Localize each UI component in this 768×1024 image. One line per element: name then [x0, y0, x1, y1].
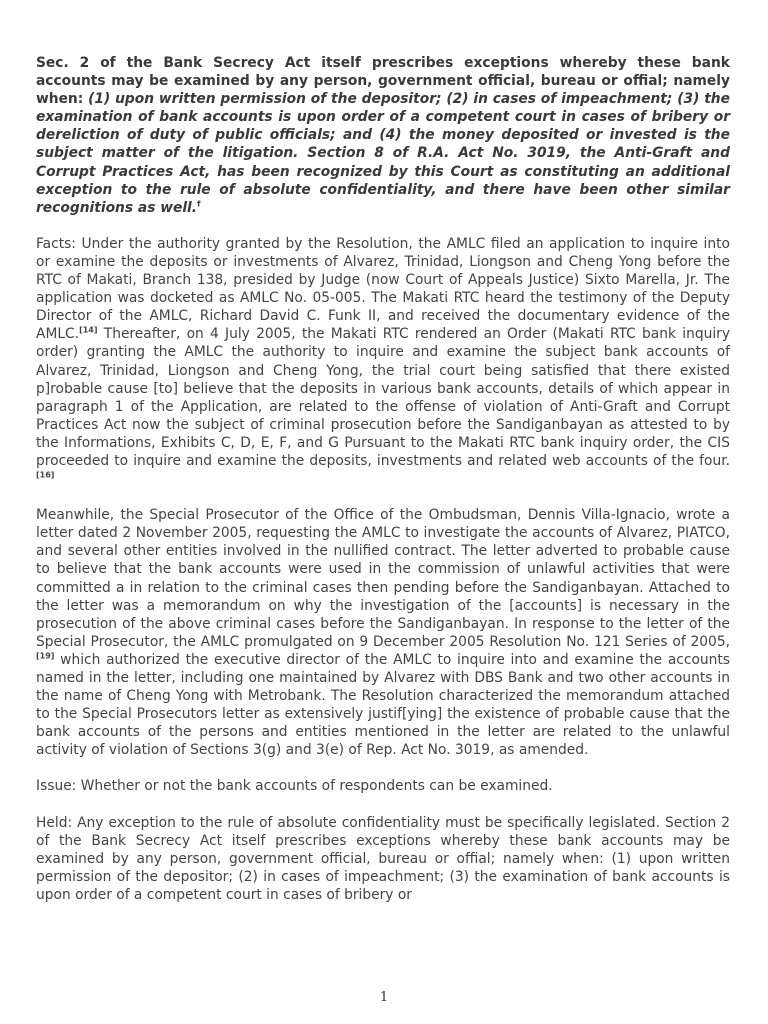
document-page [36, 54, 730, 922]
lead-paragraph [36, 54, 730, 217]
lead-text-intro: Sec. 2 of the Bank Secrecy Act itself prescribes exceptions whereby these bank accounts may be examined by any person, government official, bureau or offial; namely when: [36, 55, 730, 108]
lead-footnote-marker: f [197, 199, 201, 209]
lead-text-exceptions: (1) upon written permission of the depositor; (2) in cases of impeachment; (3) the examination of bank accounts is upon order of a competent court in cases of bribery or dereliction of duty of public officials; and (4) the money deposited or invested is the subject matter of the litigation. Section 8 of R.A. Act No. 3019, the Anti-Graft and Corrupt Practices Act, has been recognized by this Court as constituting an additional exception to the rule of absolute confidentiality, and there have been other similar recognitions as well. [36, 91, 730, 216]
facts-paragraph [36, 235, 730, 488]
footnote-ref-14[interactable]: [14] [79, 325, 98, 335]
facts-text-1: Facts: Under the authority granted by the Resolution, the AMLC filed an application to inquire into or examine the deposits or investments of Alvarez, Trinidad, Liongson and Cheng Yong before the RTC of Makati, Branch 138, presided by Judge (now Court of Appeals Justice) Sixto Marella, Jr. The application was docketed as AMLC No. 05-005. The Makati RTC heard the testimony of the Deputy Director of the AMLC, Richard David C. Funk II, and received the documentary evidence of the AMLC. [36, 235, 730, 343]
footnote-ref-16[interactable]: [16] [36, 470, 55, 480]
meanwhile-text-1: Meanwhile, the Special Prosecutor of the Office of the Ombudsman, Dennis Villa-Ignacio, wrote a letter dated 2 November 2005, requesting the AMLC to investigate the accounts of Alvarez, PIATCO, and several other entities involved in the nullified contract. The letter adverted to probable cause to believe that the bank accounts were used in the commission of unlawful activities that were committed a in relation to the criminal cases then pending before the Sandiganbayan. Attached to the letter was a memorandum on why the investigation of the [accounts] is necessary in the prosecution of the above criminal cases before the Sandiganbayan. In response to the letter of the Special Prosecutor, the AMLC promulgated on 9 December 2005 Resolution No. 121 Series of 2005, [36, 507, 730, 650]
issue-paragraph: Issue: Whether or not the bank accounts of respondents can be examined. [36, 778, 553, 795]
page-number: 1 [379, 990, 389, 1005]
held-paragraph: Held: Any exception to the rule of absolute confidentiality must be specifically legislated. Section 2 of the Bank Secrecy Act itself prescribes exceptions whereby these bank accounts may be examined by any person, government official, bureau or offial; namely when: (1) upon written permission of the depositor; (2) in cases of impeachment; (3) the examination of bank accounts is upon order of a competent court in cases of bribery or [36, 814, 730, 903]
meanwhile-text-2: which authorized the executive director of the AMLC to inquire into and examine the accounts named in the letter, including one maintained by Alvarez with DBS Bank and two other accounts in the name of Cheng Yong with Metrobank. The Resolution characterized the memorandum attached to the Special Prosecutors letter as extensively justif[ying] the existence of probable cause that the bank accounts of the persons and entities mentioned in the letter are related to the unlawful activity of violation of Sections 3(g) and 3(e) of Rep. Act No. 3019, as amended. [36, 651, 730, 759]
facts-text-2: Thereafter, on 4 July 2005, the Makati RTC rendered an Order (Makati RTC bank inquiry order) granting the AMLC the authority to inquire and examine the subject bank accounts of Alvarez, Trinidad, Liongson and Cheng Yong, the trial court being satisfied that there existed p]robable cause [to] believe that the deposits in various bank accounts, details of which appear in paragraph 1 of the Application, are related to the offense of violation of Anti-Graft and Corrupt Practices Act now the subject of criminal prosecution before the Sandiganbayan as attested to by the Informations, Exhibits C, D, E, F, and G Pursuant to the Makati RTC bank inquiry order, the CIS proceeded to inquire and examine the deposits, investments and related web accounts of the four. [36, 326, 730, 469]
meanwhile-paragraph [36, 506, 730, 759]
footnote-ref-19[interactable]: [19] [36, 651, 55, 661]
